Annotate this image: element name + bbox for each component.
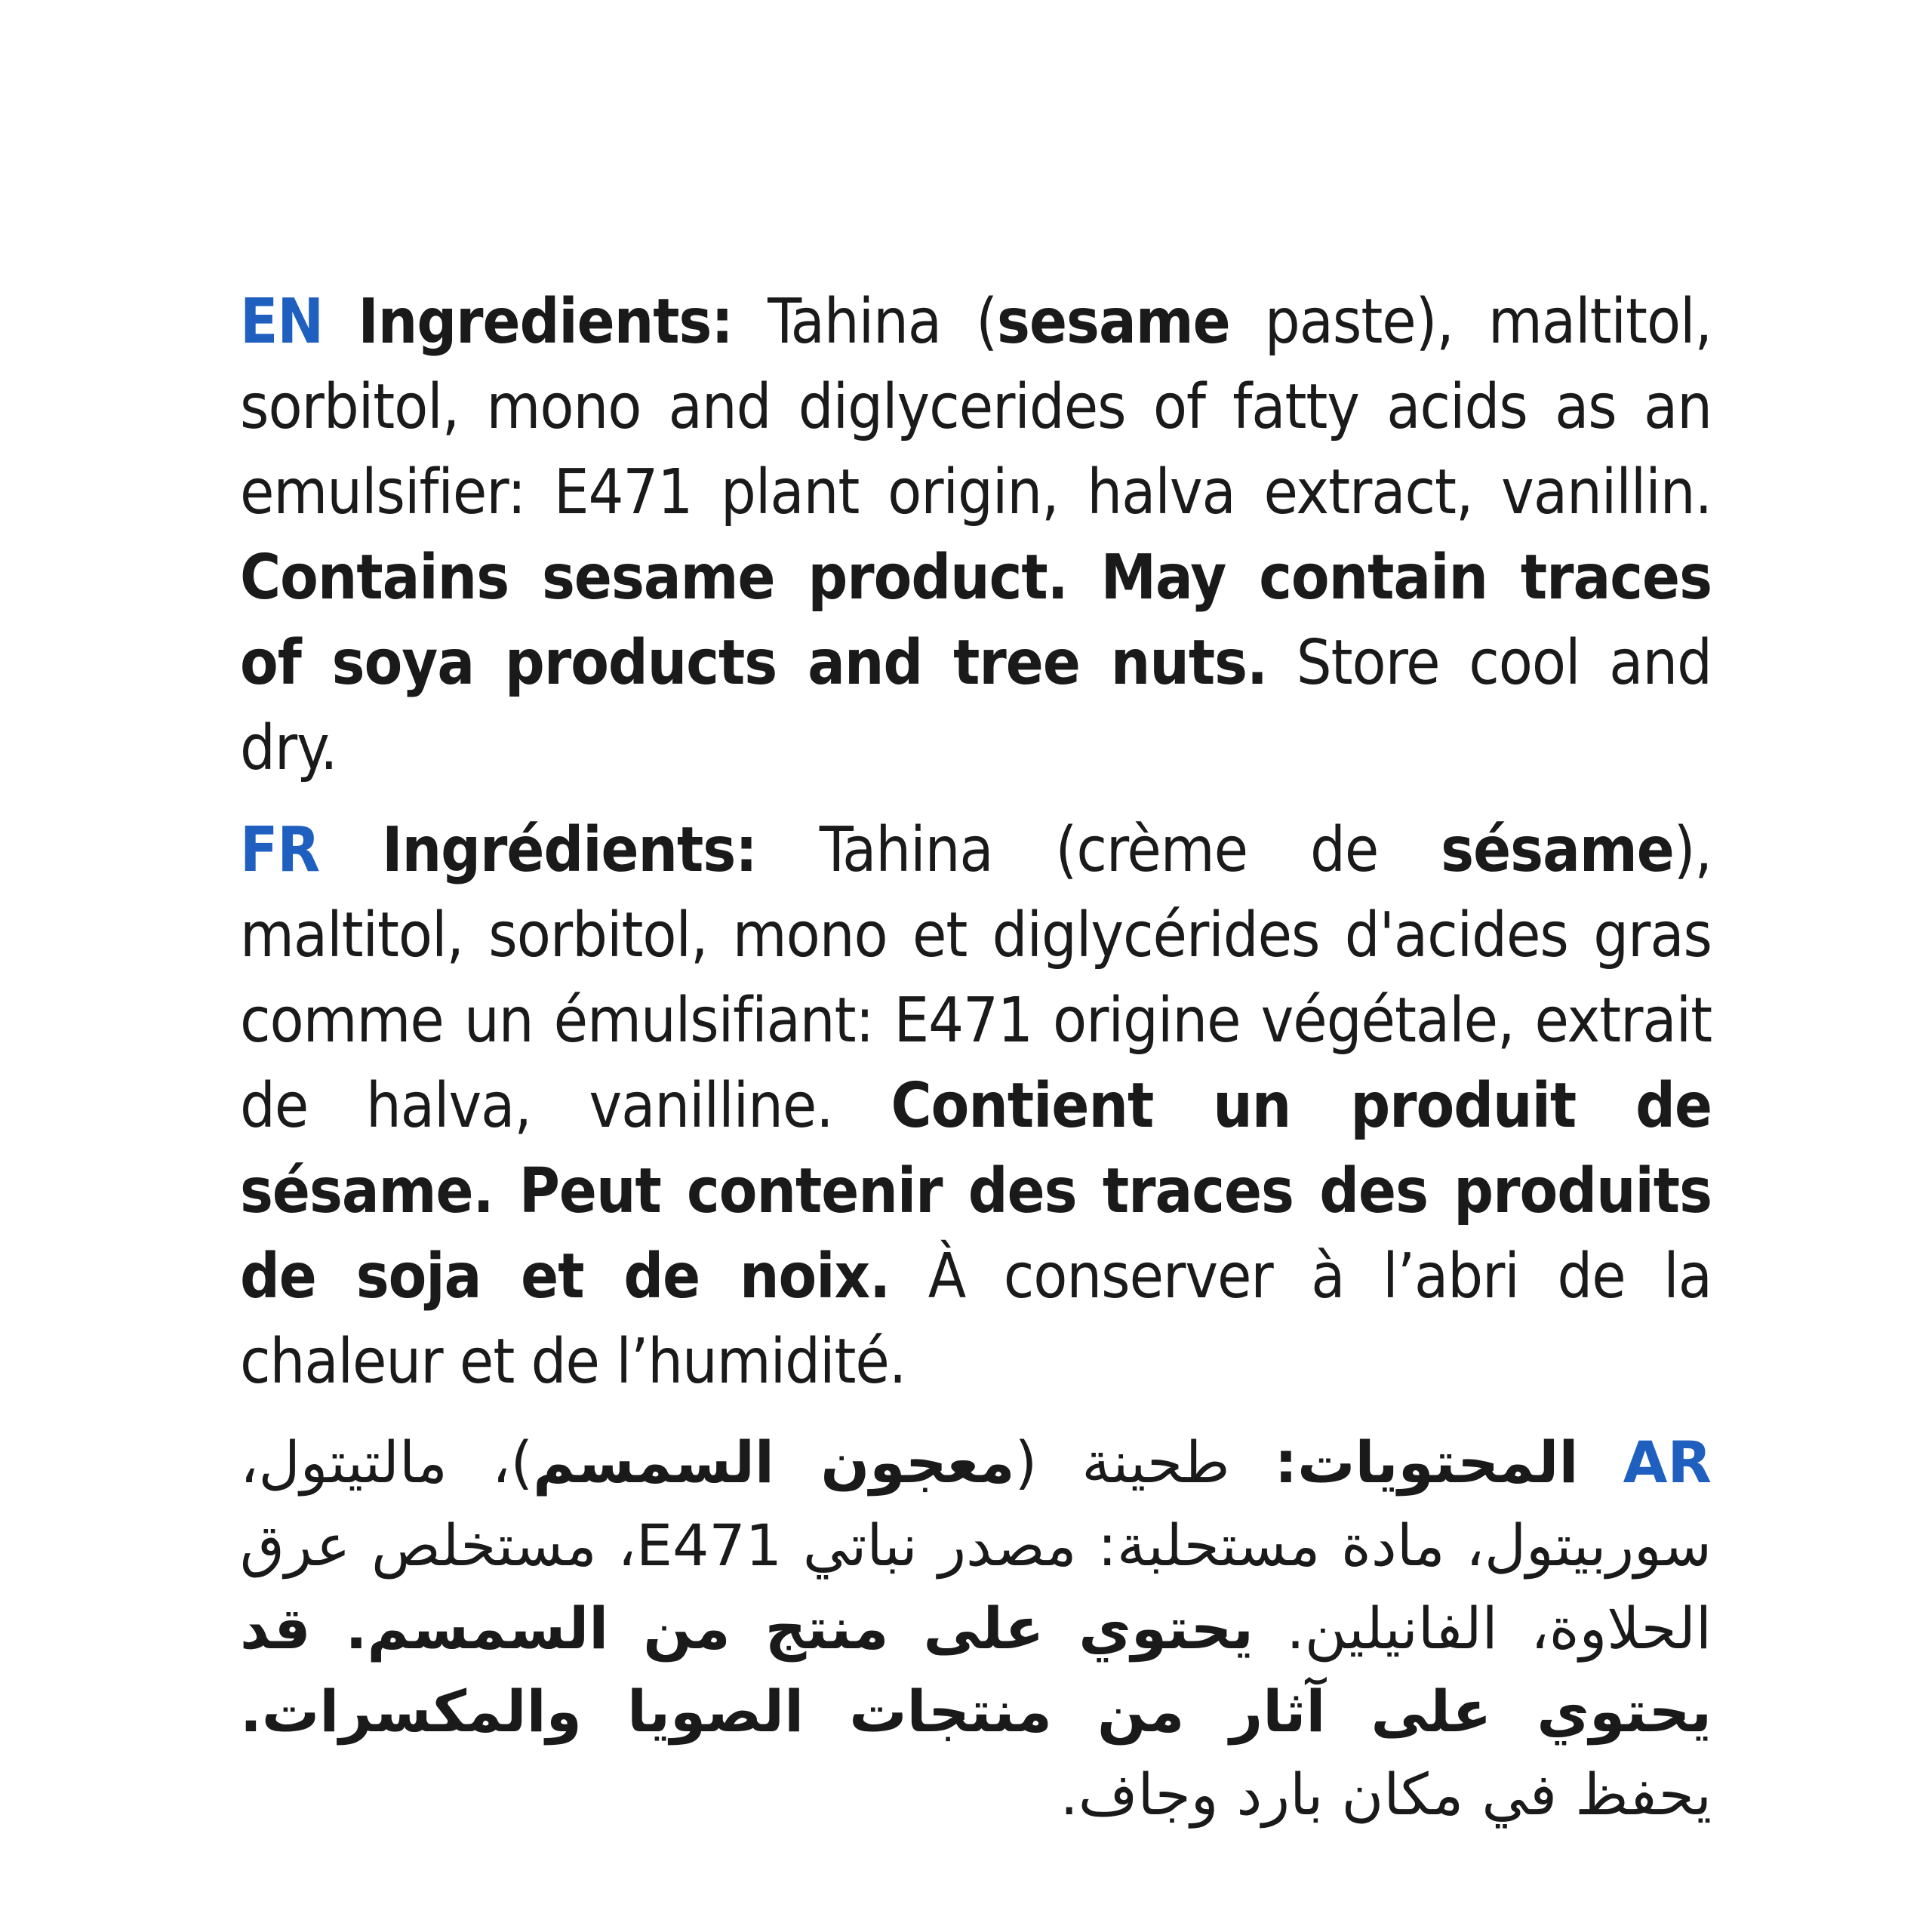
ingredients-heading-ar: المحتويات: <box>1274 1429 1579 1496</box>
ingredients-section-ar <box>240 1421 1712 1836</box>
ingredients-section-fr <box>240 808 1712 1404</box>
ingredients-text-rest-fr: ), maltitol, sorbitol, mono et diglycérides d'acides gras comme un émulsifiant: E471 origine végétale, extrait de halva, vanilline. <box>240 814 1712 1142</box>
language-tag-fr: FR <box>240 814 320 886</box>
ingredients-text-fr: Tahina (crème de <box>819 814 1441 886</box>
ingredients-heading-en: Ingredients: <box>358 286 733 358</box>
ingredients-text-rest-en: paste), maltitol, sorbitol, mono and diglycerides of fatty acids as an emulsifier: E471 plant origin, halva extract, vanillin. <box>240 286 1712 528</box>
language-tag-en: EN <box>240 286 324 358</box>
ingredients-text-ar: طحينة ( <box>1014 1429 1230 1496</box>
allergen-highlight-fr: sésame <box>1441 814 1674 886</box>
language-tag-ar: AR <box>1623 1429 1712 1496</box>
storage-instructions-en: Store cool and dry. <box>240 627 1712 784</box>
ingredients-heading-fr: Ingrédients: <box>382 814 757 886</box>
ingredients-label <box>240 279 1712 1836</box>
allergen-statement-ar: يحتوي على منتج من السمسم. قد يحتوي على آثار من منتجات الصويا والمكسرات. <box>240 1595 1712 1745</box>
allergen-statement-fr: Contient un produit de sésame. Peut contenir des traces des produits de soja et de noix. <box>240 1070 1712 1312</box>
ingredients-text-en: Tahina ( <box>768 286 998 358</box>
allergen-highlight-en: sesame <box>997 286 1230 358</box>
allergen-highlight-ar: معجون السمسم <box>533 1429 1015 1496</box>
storage-instructions-fr: À conserver à l’abri de la chaleur et de l’humidité. <box>240 1241 1712 1398</box>
storage-instructions-ar: يحفظ في مكان بارد وجاف. <box>1060 1761 1712 1828</box>
ingredients-text-rest-ar: )، مالتيتول، سوربيتول، مادة مستحلبة: مصدر نباتي E471، مستخلص عرق الحلاوة، الفانيلين. <box>240 1429 1712 1662</box>
ingredients-section-en <box>240 279 1712 791</box>
allergen-statement-en: Contains sesame product. May contain traces of soya products and tree nuts. <box>240 542 1712 699</box>
